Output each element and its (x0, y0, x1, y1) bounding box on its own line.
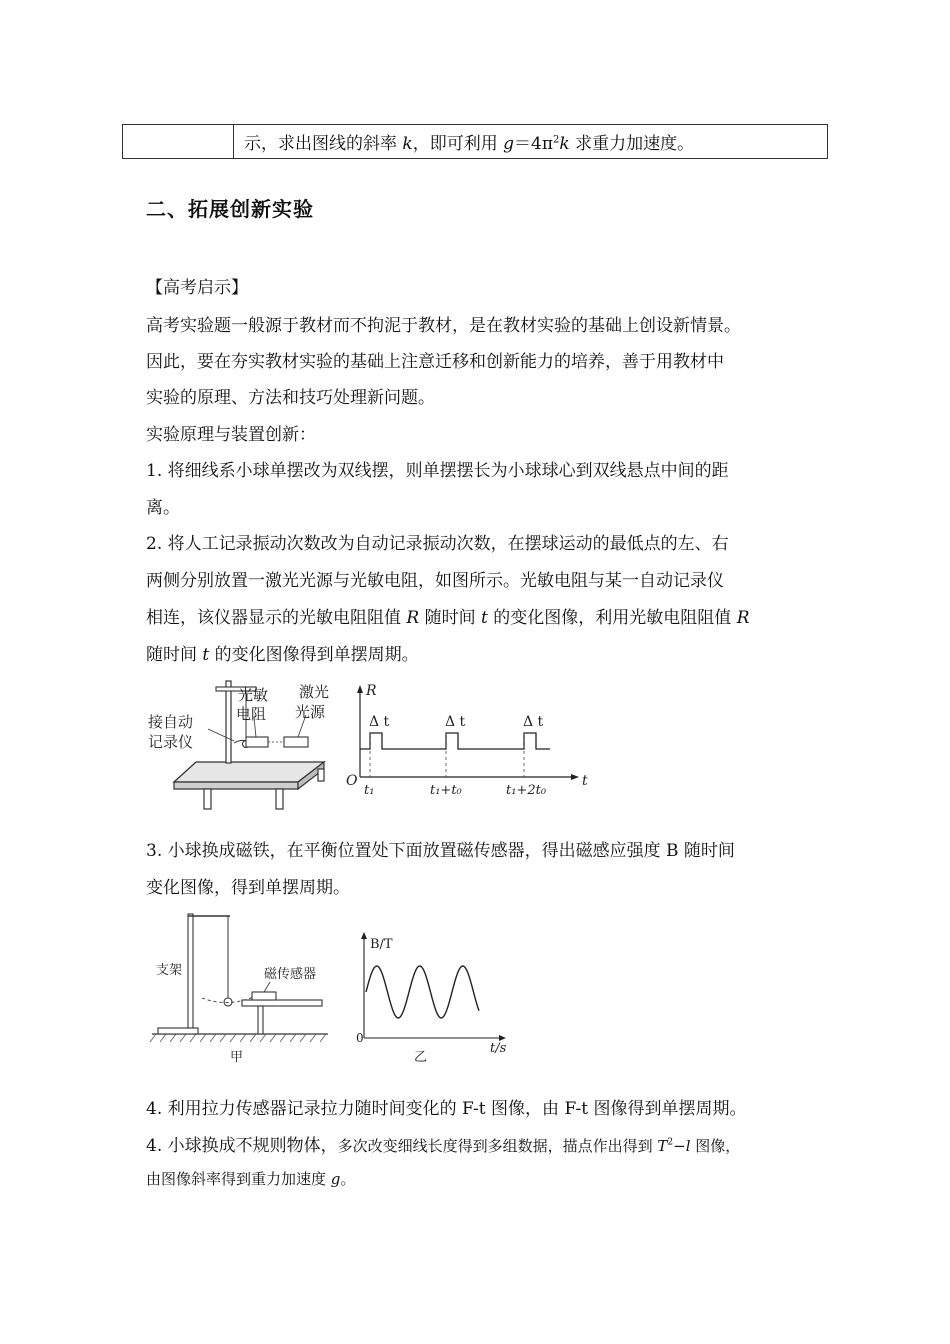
b-field-wave (366, 966, 479, 1018)
item2-var-R2: R (736, 608, 750, 628)
item4b-line1 (146, 1131, 740, 1156)
table-text-d: 求重力加速度。 (569, 134, 695, 154)
item2-line1: 2. 将人工记录振动次数改为自动记录振动次数，在摆球运动的最低点的左、右 (146, 534, 729, 554)
laser-device (284, 737, 308, 747)
item2-var-R: R (406, 608, 420, 628)
figure1-ldr-apparatus (146, 677, 596, 812)
item4b-var-g: g (330, 1170, 341, 1188)
table-front (174, 782, 298, 789)
sensor-table (242, 1000, 322, 1006)
magnet-ball (224, 998, 232, 1006)
b-axis-arrow (361, 932, 367, 939)
intro-line-2: 因此，要在夯实教材实验的基础上注意迁移和创新能力的培养，善于用教材中 (146, 352, 724, 372)
stand-base (158, 1028, 198, 1034)
resistance-signal (360, 733, 550, 749)
item3-line1: 3. 小球换成磁铁，在平衡位置处下面放置磁传感器，得出磁感应强度 B 随时间 (146, 841, 735, 861)
sensor-table-leg (258, 1006, 263, 1034)
tick-label-t1-2t0: t₁+2t₀ (506, 783, 547, 798)
item4b-line2-a: 由图像斜率得到重力加速度 (146, 1170, 331, 1188)
tick-label-t1: t₁ (364, 783, 375, 798)
delta-t-label: Δ t (369, 714, 390, 730)
principle-label: 实验原理与装置创新： (146, 425, 316, 445)
leader-line (264, 982, 270, 992)
label-sensor: 磁传感器 (264, 967, 317, 982)
table-text-a: 示，求出图线的斜率 (244, 134, 403, 154)
table-var-k2: k (559, 134, 570, 154)
intro-line-3: 实验的原理、方法和技巧处理新问题。 (146, 388, 435, 408)
t-axis-arrow (571, 774, 579, 780)
axis-label-R: R (366, 683, 377, 699)
label-ldr-1: 光敏 (238, 686, 269, 704)
table-row (123, 125, 828, 159)
origin-label: 0 (356, 1031, 364, 1045)
stand-pole (188, 914, 193, 1028)
item4b-line2 (146, 1168, 355, 1189)
item2-line3-a: 相连，该仪器显示的光敏电阻阻值 (146, 608, 407, 628)
item4b-line2-b: 。 (340, 1170, 356, 1188)
item2-line4-a: 随时间 (146, 645, 203, 665)
photoresistor-device (246, 737, 268, 747)
item2-line4-b: 的变化图像得到单摆周期。 (209, 645, 419, 665)
delta-t-label: Δ t (523, 714, 544, 730)
label-recorder-1: 接自动 (148, 713, 194, 731)
section-title: 二、拓展创新实验 (146, 197, 314, 221)
item1-line2: 离。 (146, 498, 180, 518)
item2-var-t2: t (202, 645, 210, 665)
figure2-magnetic-apparatus (146, 906, 526, 1066)
label-laser-2: 光源 (295, 703, 326, 721)
origin-label: O (346, 773, 358, 789)
table-right-cell (234, 125, 828, 159)
table-text-b: ，即可利用 (412, 134, 504, 154)
item2-line4 (146, 640, 419, 665)
table-leg (204, 789, 211, 809)
item4b-tail: 图像， (690, 1137, 741, 1155)
label-stand: 支架 (156, 963, 183, 978)
table-text-c: ＝4π (514, 134, 554, 154)
ground-hatch (150, 1034, 326, 1042)
item2-line3-c: 的变化图像，利用光敏电阻阻值 (487, 608, 737, 628)
table-leg (276, 789, 283, 809)
label-jia: 甲 (230, 1050, 244, 1065)
item4b-var-T: T (657, 1137, 668, 1155)
item3-line2: 变化图像，得到单摆周期。 (146, 878, 350, 898)
item4a-line: 4. 利用拉力传感器记录拉力随时间变化的 F-t 图像，由 F-t 图像得到单摆周期。 (146, 1099, 747, 1119)
table-var-k: k (402, 134, 413, 154)
item2-line3-b: 随时间 (419, 608, 482, 628)
axis-label-t: t/s (490, 1041, 507, 1056)
intro-line-1: 高考实验题一般源于教材而不拘泥于教材，是在教材实验的基础上创设新情景。 (146, 316, 741, 336)
gaokao-label: 【高考启示】 (146, 278, 248, 298)
table-var-g: g (503, 134, 515, 154)
magnetic-sensor (252, 992, 276, 1000)
label-yi: 乙 (414, 1050, 428, 1065)
label-recorder-2: 记录仪 (148, 733, 194, 751)
table-leg (318, 769, 324, 781)
delta-t-label: Δ t (445, 714, 466, 730)
axis-label-t: t (582, 773, 588, 789)
item2-line3 (146, 603, 750, 628)
label-ldr-2: 电阻 (236, 705, 267, 723)
item4b-sup-2: 2 (667, 1137, 674, 1148)
label-laser-1: 激光 (299, 683, 330, 701)
continuation-table (122, 124, 828, 159)
table-left-cell (123, 125, 234, 159)
item4b-dash-l: −l (673, 1137, 691, 1155)
item2-line2: 两侧分别放置一激光光源与光敏电阻，如图所示。光敏电阻与某一自动记录仪 (146, 571, 724, 591)
r-axis-arrow (357, 685, 363, 693)
table-sup-2: 2 (553, 134, 560, 146)
tick-label-t1-t0: t₁+t₀ (430, 783, 462, 798)
item1-line1: 1. 将细线系小球单摆改为双线摆，则单摆摆长为小球球心到双线悬点中间的距 (146, 461, 729, 481)
item4b-rest: 多次改变细线长度得到多组数据，描点作出得到 (337, 1137, 658, 1155)
item2-var-t: t (481, 608, 488, 628)
stand-pole (226, 681, 231, 763)
item4b-prefix: 4. 小球换成不规则物体， (146, 1136, 338, 1156)
axis-label-B: B/T (370, 937, 393, 952)
